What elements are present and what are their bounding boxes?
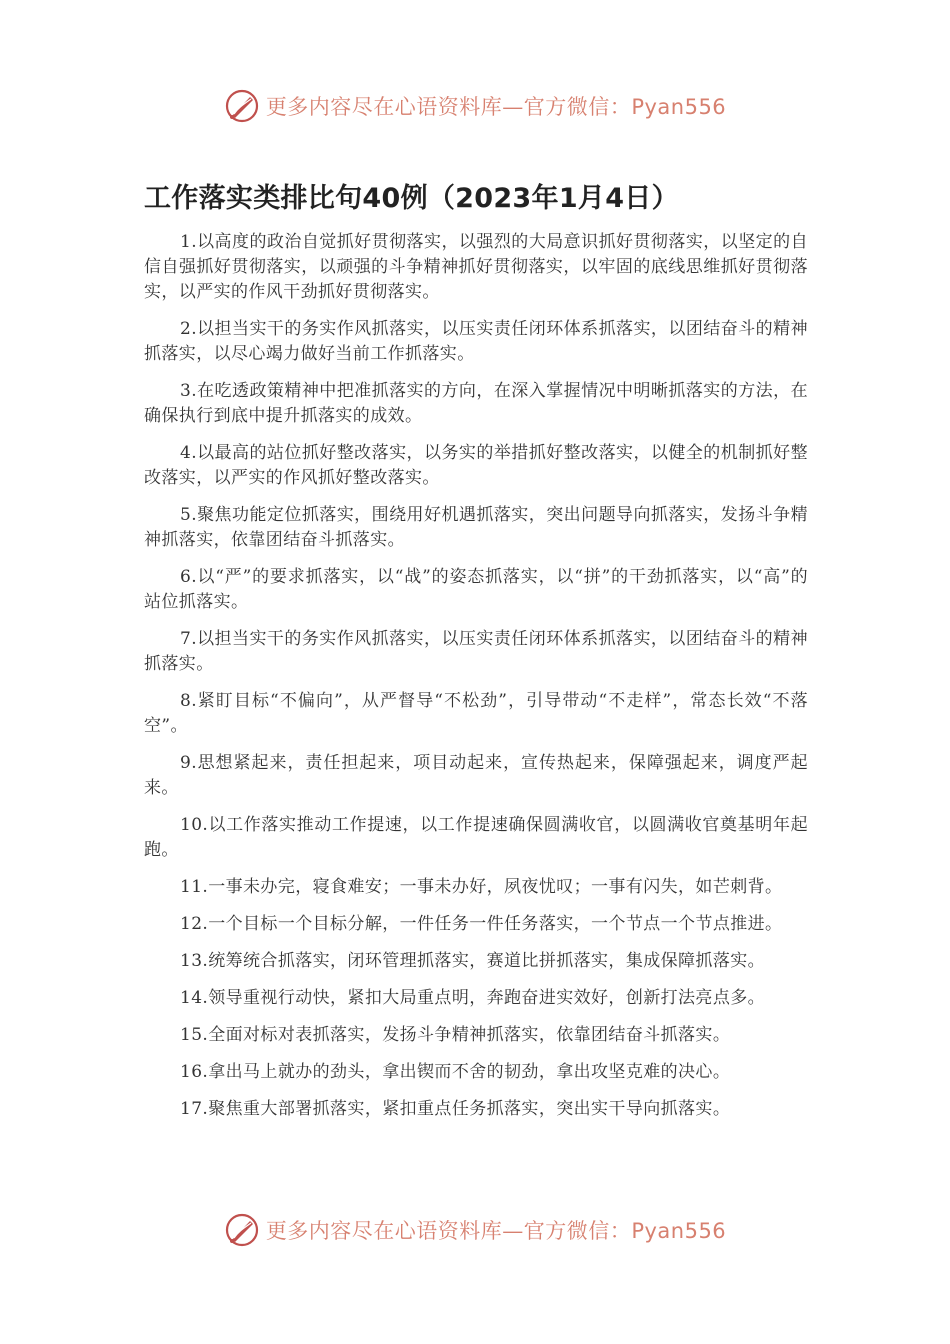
list-item: 8.紧盯目标“不偏向”，从严督导“不松劲”，引导带动“不走样”，常态长效“不落空”。 — [144, 691, 808, 736]
quill-logo-icon — [224, 1212, 260, 1248]
banner-text: 更多内容尽在心语资料库—官方微信：Pyan556 — [265, 95, 727, 119]
list-item: 10.以工作落实推动工作提速，以工作提速确保圆满收官，以圆满收官奠基明年起跑。 — [144, 815, 808, 860]
sentence-list — [144, 230, 808, 1134]
list-item: 16.拿出马上就办的劲头，拿出锲而不舍的韧劲，拿出攻坚克难的决心。 — [180, 1062, 731, 1082]
list-item: 13.统筹统合抓落实，闭环管理抓落实，赛道比拼抓落实，集成保障抓落实。 — [180, 951, 766, 971]
list-item: 12.一个目标一个目标分解，一件任务一件任务落实，一个节点一个节点推进。 — [180, 914, 783, 934]
banner-wechat: Pyan556 — [631, 95, 727, 119]
list-item: 11.一事未办完，寝食难安；一事未办好，夙夜忧叹；一事有闪失，如芒刺背。 — [180, 877, 783, 897]
list-item: 14.领导重视行动快，紧扣大局重点明，奔跑奋进实效好，创新打法亮点多。 — [180, 988, 766, 1008]
header-banner — [0, 86, 950, 126]
list-item: 6.以“严”的要求抓落实，以“战”的姿态抓落实，以“拼”的干劲抓落实，以“高”的站位抓落实。 — [144, 567, 808, 612]
list-item: 17.聚焦重大部署抓落实，紧扣重点任务抓落实，突出实干导向抓落实。 — [180, 1099, 731, 1119]
list-item: 1.以高度的政治自觉抓好贯彻落实，以强烈的大局意识抓好贯彻落实，以坚定的自信自强抓好贯彻落实，以顽强的斗争精神抓好贯彻落实，以牢固的底线思维抓好贯彻落实，以严实的作风干劲抓好贯彻落实。 — [144, 232, 808, 302]
list-item: 4.以最高的站位抓好整改落实，以务实的举措抓好整改落实，以健全的机制抓好整改落实，以严实的作风抓好整改落实。 — [144, 443, 808, 488]
footer-banner — [0, 1210, 950, 1250]
list-item: 9.思想紧起来，责任担起来，项目动起来，宣传热起来，保障强起来，调度严起来。 — [144, 753, 808, 798]
list-item: 3.在吃透政策精神中把准抓落实的方向，在深入掌握情况中明晰抓落实的方法，在确保执行到底中提升抓落实的成效。 — [144, 381, 808, 426]
quill-logo-icon — [224, 88, 260, 124]
list-item: 5.聚焦功能定位抓落实，围绕用好机遇抓落实，突出问题导向抓落实，发扬斗争精神抓落实，依靠团结奋斗抓落实。 — [144, 505, 808, 550]
banner-text: 更多内容尽在心语资料库—官方微信：Pyan556 — [265, 1219, 727, 1243]
list-item: 15.全面对标对表抓落实，发扬斗争精神抓落实，依靠团结奋斗抓落实。 — [180, 1025, 731, 1045]
list-item: 2.以担当实干的务实作风抓落实，以压实责任闭环体系抓落实，以团结奋斗的精神抓落实，以尽心竭力做好当前工作抓落实。 — [144, 319, 808, 364]
banner-wechat: Pyan556 — [631, 1219, 727, 1243]
list-item: 7.以担当实干的务实作风抓落实，以压实责任闭环体系抓落实，以团结奋斗的精神抓落实。 — [144, 629, 808, 674]
page-title: 工作落实类排比句40例（2023年1月4日） — [144, 183, 679, 214]
